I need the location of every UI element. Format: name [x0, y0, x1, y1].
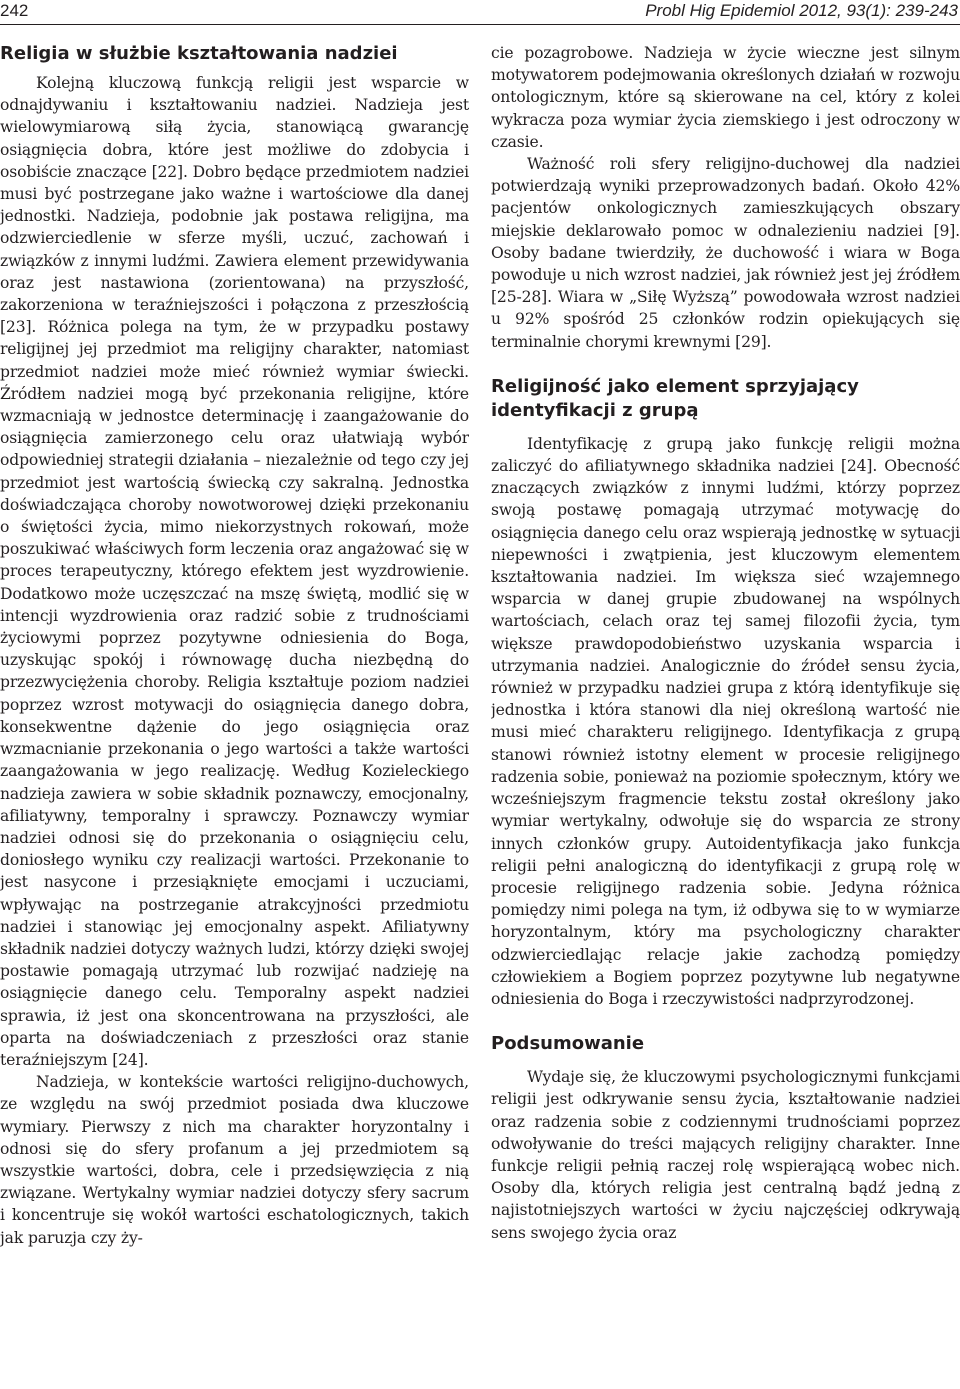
body-paragraph: Identyfikację z grupą jako funkcję religii można zaliczyć do afiliatywnego składnika nadziei [24]. Obecność znaczących związków z innymi ludźmi, którzy poprzez swoją postawę pomagają utrzymać motywację do osiągnięcia danego celu oraz wspierają jednostkę w sytuacji niepewności i zwątpienia, jest kluczowym elementem kształtowania nadziei. Im większa sieć wzajemnego wsparcia w danej grupie zbudowanej na wspólnych wartościach, celach oraz tej samej filozofii życia, tym większe prawdopodobieństwo uzyskania wsparcia i utrzymania nadziei. Analogicznie do źródeł sensu życia, również w przypadku nadziei grupa z którą identyfikuje się jednostka i która stanowi dla niej określoną wartość nie musi mieć charakteru religijnego. Identyfikacja z grupą stanowi również istotny element w procesie religijnego radzenia sobie, ponieważ na poziomie społecznym, który we wcześniejszym fragmencie tekstu został określony jako wymiar wertykalny, odwołuje się do wsparcia ze strony innych członków grupy. Autoidentyfikacja jako funkcja religii pełni analogiczną do identyfikacji z grupą rolę w procesie religijnego radzenia sobie. Jedyna różnica pomiędzy nimi polega na tym, iż odbywa się to w wymiarze horyzontalnym, który ma psychologiczny charakter odzwierciedlając relacje jakie zachodzą pomiędzy człowiekiem a Bogiem poprzez pozytywne lub negatywne odniesienia do Boga i rzeczywistości nadprzyrodzonej. [491, 434, 960, 1008]
page-number: 242 [0, 1, 29, 20]
section-heading-summary: Podsumowanie [491, 1033, 645, 1055]
body-paragraph: Kolejną kluczową funkcją religii jest wsparcie w odnajdywaniu i kształtowaniu nadziei. Nadzieja jest wielowymiarową siłą życia, stanowiącą gwarancję osiągnięcia dobra, które jest możliwe do zdobycia i osobiście znaczące [22]. Dobro będące przedmiotem nadziei musi być postrzegane jako ważne i wartościowe dla danej jednostki. Nadzieja, podobnie jak postawa religijna, ma odzwierciedlenie w sferze myśli, uczuć, zachowań i związków z innymi ludźmi. Zawiera element przewidywania oraz jest nastawiona (zorientowana) na przyszłość, zakorzeniona w teraźniejszości i połączona z przeszłością [23]. Różnica polega na tym, że w przypadku postawy religijnej jej przedmiot ma religijny charakter, natomiast przedmiot nadziei może mieć również wymiar świecki. Źródłem nadziei mogą być przekonania religijne, które wzmacniają w jednostce determinację i zaangażowanie do osiągnięcia zamierzonego celu oraz ułatwiają wybór odpowiedniej strategii działania – niezależnie od tego czy jej przedmiot jest wartością świecką czy sakralną. Jednostka doświadczająca choroby nowotworowej dzięki przekonaniu o świętości życia, mimo niekorzystnych rokowań, może poszukiwać właściwych form leczenia oraz angażować się w proces terapeutyczny, którego efektem jest wyzdrowienie. Dodatkowo może uczęszczać na mszę świętą, modlić się w intencji wyzdrowienia oraz radzić sobie z trudnościami życiowymi poprzez pozytywne odniesienia do Boga, uzyskując spokój i równowagę ducha niezbędną do przezwyciężenia choroby. Religia kształtuje poziom nadziei poprzez wzrost motywacji do osiągnięcia danego dobra, konsekwentne dążenie do jego osiągnięcia oraz wzmacnianie przekonania o jego wartości a także wartości zaangażowania w jego realizację. Według Kozieleckiego nadzieja zawiera w sobie składnik poznawczy, emocjonalny, afiliatywny, temporalny i sprawczy. Poznawczy wymiar nadziei odnosi się do przekonania o osiągnięciu celu, doniosłego wyniku czy realizacji wartości. Przekonanie to jest nasycone i przesiąknięte emocjami i uczuciami, wpływając na postrzeganie atrakcyjności przedmiotu nadziei i stanowiąc jej emocjonalny aspekt. Afiliatywny składnik nadziei dotyczy ważnych ludzi, którzy dzięki swojej postawie pomagają utrzymać lub rozwijać nadzieję na osiągnięcie danego celu. Temporalny aspekt nadziei sprawia, iż jest ona skoncentrowana na przyszłości, ale oparta na doświadczeniach z przeszłości oraz stanie teraźniejszym [24]. [0, 74, 469, 1069]
body-paragraph: Wydaje się, że kluczowymi psychologicznymi funkcjami religii jest odkrywanie sensu życia, kształtowanie nadziei oraz radzenia sobie z codziennymi trudnościami poprzez odwoływanie do treści mających religijny charakter. Inne funkcje religii pełnią raczej rolę wspierającą wobec nich. Osoby dla, których religia jest centralną bądź jedną z najistotniejszych wartości w życiu najczęściej odkrywają sens swojego życia oraz [491, 1068, 960, 1242]
section-heading-hope: Religia w służbie kształtowania nadziei [0, 43, 398, 64]
body-paragraph: Nadzieja, w kontekście wartości religijno-duchowych, ze względu na swój przedmiot posiada dwa kluczowe wymiary. Pierwszy z nich ma charakter horyzontalny i odnosi się do sfery profanum a jej przedmiotem są wszystkie wartości, dobra, cele i przedsięwzięcia z nią związane. Wertykalny wymiar nadziei dotyczy sfery sacrum i koncentruje się wokół wartości eschatologicznych, takich jak paruzja czy ży- [0, 1073, 469, 1247]
running-header [0, 0, 960, 36]
left-column [0, 42, 469, 1388]
right-column [491, 42, 960, 1388]
journal-citation: Probl Hig Epidemiol 2012, 93(1): 239-243 [645, 1, 958, 20]
section-heading-group-identification: Religijność jako element sprzyjający identyfikacji z grupą [491, 375, 859, 421]
body-paragraph: Ważność roli sfery religijno-duchowej dla nadziei potwierdzają wyniki przeprowadzonych badań. Około 42% pacjentów onkologicznych zamieszkujących obszary miejskie deklarowało pomoc w odnalezieniu nadziei [9]. Osoby badane twierdziły, że duchowość i wiara w Boga powoduje u nich wzrost nadziei, jak również jest jej źródłem [25-28]. Wiara w „Siłę Wyższą” powodowała wzrost nadziei u 92% spośród 25 członków rodzin opiekujących się terminalnie chorymi krewnymi [29]. [491, 155, 960, 351]
header-rule [0, 24, 960, 25]
body-paragraph: cie pozagrobowe. Nadzieja w życie wieczne jest silnym motywatorem podejmowania określonych działań w rozwoju ontologicznym, które są skierowane na cel, który z kolei wykracza poza wymiar życia ziemskiego i jest odroczony w czasie. [491, 44, 960, 151]
